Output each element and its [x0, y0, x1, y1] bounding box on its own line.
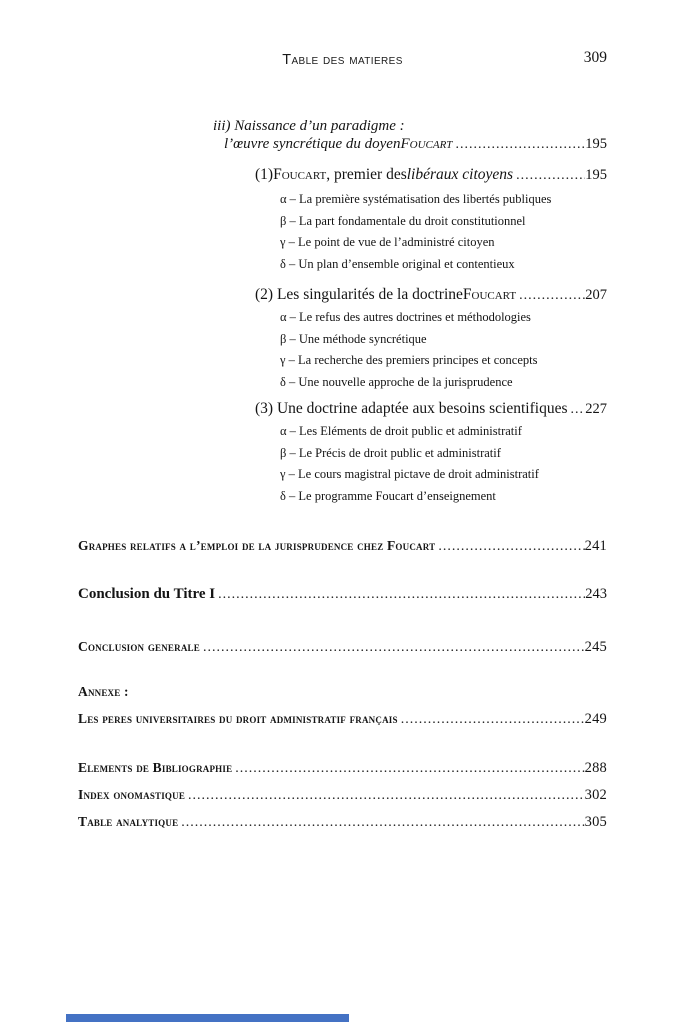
dot-leader — [215, 587, 585, 603]
toc-section-table-analytique-label: Table analytique — [78, 814, 179, 829]
dot-leader — [513, 168, 585, 184]
toc-entry-2-page: 207 — [585, 287, 607, 303]
toc-section-graphes-label: Graphes relatifs a l’emploi de la jurisprudence chez Foucart — [78, 538, 436, 553]
toc-section-peres-page: 249 — [584, 711, 607, 727]
toc-subitem: α – Les Eléments de droit public et administratif — [280, 424, 522, 438]
toc-entry-2-name: Foucart — [462, 286, 517, 303]
toc-entry-1-name: Foucart — [273, 166, 327, 183]
toc-subitem: γ – Le point de vue de l’administré citoyen — [280, 235, 495, 250]
toc-subitems-group1 — [280, 193, 584, 280]
toc-subitems-group2 — [280, 311, 584, 398]
page-number: 309 — [583, 49, 607, 66]
toc-entry-paradigm-line2 — [224, 136, 607, 153]
dot-leader — [178, 815, 584, 831]
toc-subitem: γ – Le cours magistral pictave de droit administratif — [280, 467, 539, 482]
toc-section-conclusion-titre1-page: 243 — [585, 586, 607, 602]
toc-subitem: β – Une méthode syncrétique — [280, 331, 427, 346]
toc-entry-1-num: (1) — [255, 166, 274, 183]
toc-entry-1-mid: , premier des — [326, 166, 407, 183]
dot-leader — [435, 539, 584, 555]
toc-section-table-analytique — [78, 814, 607, 831]
dot-leader — [232, 761, 584, 777]
toc-entry-paradigm-line1: iii) Naissance d’un paradigme : — [213, 118, 405, 134]
toc-entry-1 — [255, 166, 607, 184]
toc-entry-2-text: (2) Les singularités de la doctrine — [255, 286, 463, 303]
toc-section-conclusion-generale-label: Conclusion generale — [78, 639, 200, 654]
toc-entry-paradigm-page: 195 — [585, 136, 607, 152]
dot-leader — [200, 640, 585, 656]
next-page-chart-bar-sliver — [66, 1014, 349, 1022]
toc-section-bibliographie — [78, 760, 607, 777]
toc-entry-paradigm-name: Foucart — [400, 136, 453, 152]
toc-subitem: β – Le Précis de droit public et administratif — [280, 445, 501, 460]
toc-section-annexe-label: Annexe : — [78, 684, 129, 699]
toc-subitem: α – La première systématisation des libertés publiques — [280, 192, 552, 206]
toc-section-index — [78, 787, 607, 804]
dot-leader — [185, 788, 585, 804]
toc-section-conclusion-generale — [78, 639, 607, 656]
toc-entry-paradigm-text: l’œuvre syncrétique du doyen — [224, 136, 401, 152]
toc-section-peres-label: Les peres universitaires du droit administratif français — [78, 711, 398, 726]
toc-section-conclusion-generale-page: 245 — [584, 639, 607, 655]
toc-subitem: δ – Une nouvelle approche de la jurisprudence — [280, 375, 513, 390]
page-header-title: Table des matieres — [282, 52, 403, 68]
toc-section-bibliographie-label: Elements de Bibliographie — [78, 760, 233, 775]
toc-entry-2 — [255, 286, 607, 304]
toc-section-graphes — [78, 538, 607, 555]
toc-section-index-label: Index onomastique — [78, 787, 186, 802]
toc-subitem: γ – La recherche des premiers principes et concepts — [280, 353, 538, 368]
toc-section-table-analytique-page: 305 — [584, 814, 607, 830]
toc-section-bibliographie-page: 288 — [584, 760, 607, 776]
toc-section-annexe — [78, 684, 607, 700]
toc-subitem: β – La part fondamentale du droit constitutionnel — [280, 213, 526, 228]
toc-subitem: δ – Un plan d’ensemble original et contentieux — [280, 257, 515, 272]
toc-section-peres — [78, 711, 607, 728]
dot-leader — [398, 712, 585, 728]
toc-entry-1-italic: libéraux citoyens — [406, 166, 514, 183]
toc-entry-3-page: 227 — [585, 401, 607, 417]
toc-subitems-group3 — [280, 425, 584, 512]
dot-leader — [516, 288, 585, 304]
toc-subitem: δ – Le programme Foucart d’enseignement — [280, 489, 496, 504]
toc-section-graphes-page: 241 — [584, 538, 607, 554]
toc-section-conclusion-titre1-label: Conclusion du Titre I — [78, 586, 216, 602]
toc-entry-3-text: (3) Une doctrine adaptée aux besoins scientifiques — [255, 400, 568, 417]
toc-entry-1-page: 195 — [585, 167, 607, 183]
toc-section-conclusion-titre1 — [78, 586, 607, 603]
dot-leader — [567, 402, 585, 418]
toc-entry-3 — [255, 400, 607, 418]
toc-section-index-page: 302 — [584, 787, 607, 803]
toc-subitem: α – Le refus des autres doctrines et méthodologies — [280, 310, 531, 324]
dot-leader — [452, 137, 585, 153]
